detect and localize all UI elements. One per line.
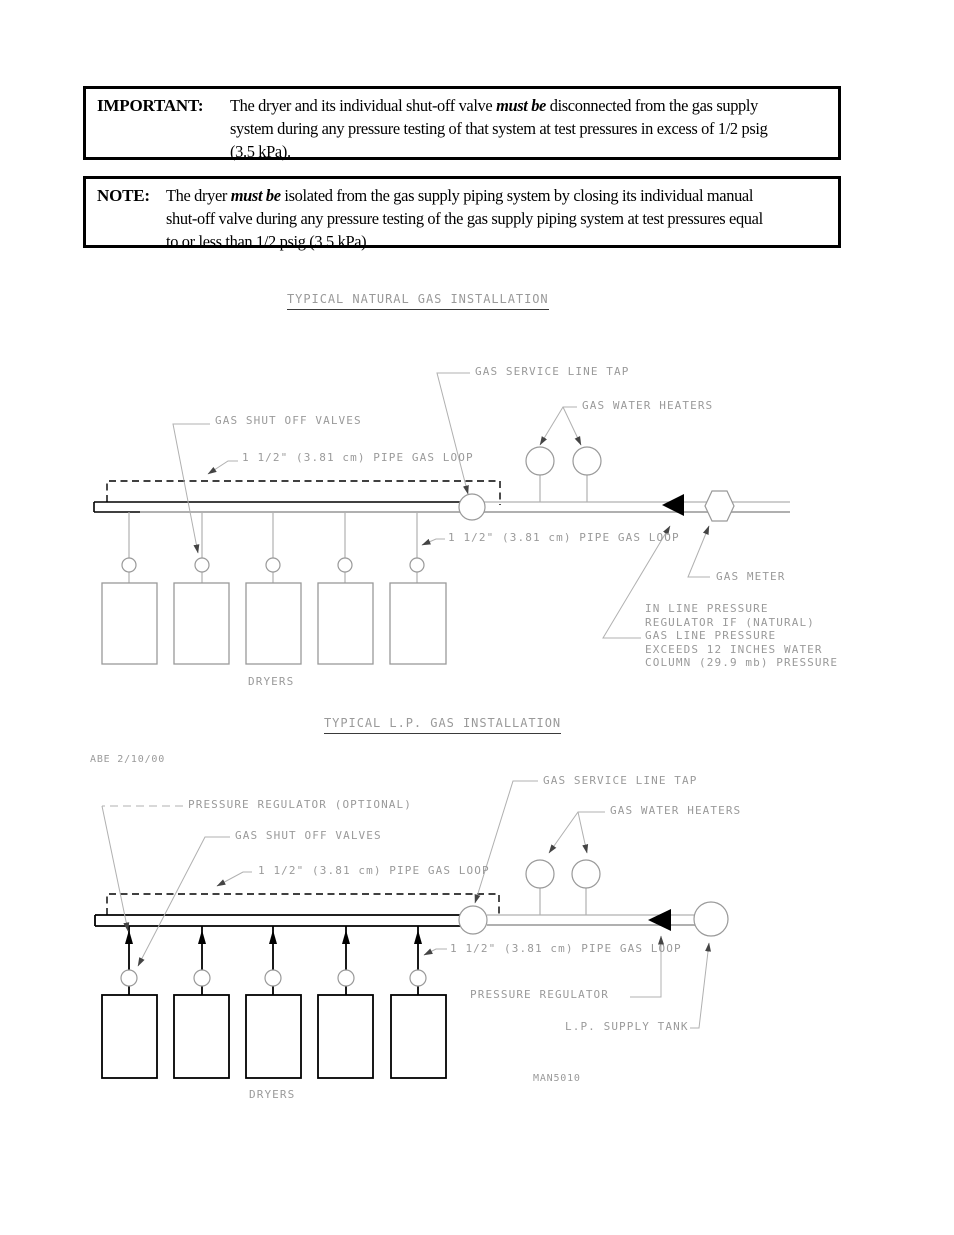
- note-line: EXCEEDS 12 INCHES WATER: [645, 642, 823, 656]
- pressure-regulator-optional-label: PRESSURE REGULATOR (OPTIONAL): [188, 798, 412, 811]
- natural-gas-diagram-title: TYPICAL NATURAL GAS INSTALLATION: [287, 292, 549, 310]
- leader-pipe-loop-upper: [208, 461, 238, 474]
- lp-supply-tank-label: L.P. SUPPLY TANK: [565, 1020, 689, 1033]
- pipe-gas-loop-label-lower: 1 1/2" (3.81 cm) PIPE GAS LOOP: [448, 531, 680, 544]
- water-heater-symbol: [573, 447, 601, 475]
- gas-meter-symbol: [705, 491, 734, 521]
- leader-pipe-loop-lower: [424, 949, 447, 955]
- leader-water-heater-2: [563, 407, 581, 445]
- shut-off-valve-symbols: [122, 558, 424, 572]
- gas-service-line-tap-label: GAS SERVICE LINE TAP: [475, 365, 630, 378]
- gas-meter-label: GAS METER: [716, 570, 786, 583]
- note-line: COLUMN (29.9 mb) PRESSURE: [645, 656, 839, 669]
- leader-pipe-loop-lower: [422, 539, 445, 545]
- pipe-gas-loop-label-upper: 1 1/2" (3.81 cm) PIPE GAS LOOP: [258, 864, 490, 877]
- lp-supply-tank-symbol: [694, 902, 728, 936]
- note-line: GAS LINE PRESSURE: [645, 629, 777, 642]
- lp-gas-diagram: [95, 781, 728, 1078]
- drop-flow-arrows: [125, 930, 422, 944]
- leader-water-heater-1: [549, 812, 605, 853]
- note-line-3: to or less than 1/2 psig (3.5 kPa).: [166, 232, 370, 251]
- dryer-boxes: [102, 583, 446, 664]
- gas-service-line-tap-label: GAS SERVICE LINE TAP: [543, 774, 698, 787]
- gas-shut-off-valves-label: GAS SHUT OFF VALVES: [215, 414, 362, 427]
- pressure-regulator-arrow-symbol: [648, 909, 671, 931]
- dryer-boxes: [102, 995, 446, 1078]
- water-heater-symbol: [526, 447, 554, 475]
- note-label: NOTE:: [97, 186, 150, 205]
- gas-water-heaters-label: GAS WATER HEATERS: [610, 804, 742, 817]
- pressure-regulator-label: PRESSURE REGULATOR: [470, 988, 610, 1001]
- gas-shut-off-valves-label: GAS SHUT OFF VALVES: [235, 829, 382, 842]
- leader-shut-off-valves: [138, 837, 230, 966]
- note-line: IN LINE PRESSURE: [645, 602, 769, 615]
- drawing-reference: ABE 2/10/00: [90, 754, 166, 765]
- note-line-1: The dryer must be isolated from the gas supply piping system by closing its individual manual: [166, 186, 754, 205]
- service-line-tap-symbol: [459, 494, 485, 520]
- leader-service-tap: [437, 373, 470, 494]
- water-heater-symbol: [572, 860, 600, 888]
- important-line-2: system during any pressure testing of that system at test pressures in excess of 1/2 psig: [230, 119, 768, 138]
- note-line-2: shut-off valve during any pressure testing of the gas supply piping system at test pressures equal: [166, 209, 763, 228]
- shut-off-valve-symbols: [121, 970, 426, 986]
- leader-shut-off-valves: [173, 424, 210, 553]
- leader-water-heater-2: [578, 812, 587, 853]
- service-line-tap-symbol: [459, 906, 487, 934]
- water-heater-symbol: [526, 860, 554, 888]
- leader-pipe-loop-upper: [217, 872, 252, 886]
- note-line: REGULATOR IF (NATURAL): [645, 615, 815, 629]
- leader-pressure-regulator-optional: [102, 806, 128, 931]
- dryers-label: DRYERS: [249, 1088, 296, 1101]
- important-line-3: (3.5 kPa).: [230, 142, 291, 161]
- pipe-gas-loop-label-upper: 1 1/2" (3.81 cm) PIPE GAS LOOP: [242, 451, 474, 464]
- pipe-gas-loop-label-lower: 1 1/2" (3.81 cm) PIPE GAS LOOP: [450, 942, 682, 955]
- inline-pressure-regulator-note: [645, 602, 838, 670]
- lp-gas-diagram-title: TYPICAL L.P. GAS INSTALLATION: [324, 716, 561, 734]
- leader-lp-supply-tank: [690, 943, 709, 1028]
- document-reference: MAN5010: [533, 1073, 581, 1084]
- important-line-1: The dryer and its individual shut-off valve must be disconnected from the gas supply: [230, 96, 758, 115]
- important-label: IMPORTANT:: [97, 96, 204, 115]
- leader-gas-meter: [688, 526, 710, 577]
- gas-water-heaters-label: GAS WATER HEATERS: [582, 399, 714, 412]
- leader-service-tap: [475, 781, 538, 903]
- dryers-label: DRYERS: [248, 675, 295, 688]
